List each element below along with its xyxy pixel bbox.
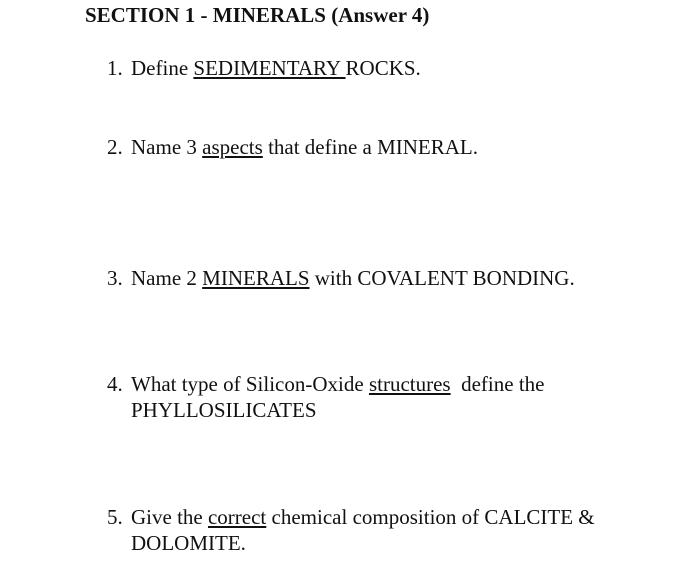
underlined-term: aspects [202, 135, 263, 159]
underlined-term: correct [207, 505, 267, 529]
question-number: 3. [107, 266, 123, 290]
question-text: chemical composition of CALCITE & [266, 505, 595, 529]
underlined-term: SEDIMENTARY [193, 56, 346, 80]
question-number: 4. [107, 372, 123, 396]
question-continuation: DOLOMITE. [131, 531, 246, 555]
question-text: Name 3 [131, 135, 203, 159]
question-text: ROCKS. [345, 56, 421, 80]
question-number: 5. [107, 505, 123, 529]
question-text: Name 2 [131, 266, 203, 290]
question-text: Give the [131, 505, 208, 529]
question-text: with COVALENT BONDING. [309, 266, 575, 290]
question-continuation: PHYLLOSILICATES [131, 398, 317, 422]
question-1 [107, 55, 421, 81]
question-3 [107, 265, 575, 291]
question-text: What type of Silicon-Oxide [131, 372, 369, 396]
question-text: Define [131, 56, 194, 80]
section-title: SECTION 1 - MINERALS (Answer 4) [85, 3, 430, 27]
question-number: 1. [107, 56, 123, 80]
question-text: that define a MINERAL. [262, 135, 479, 159]
question-number: 2. [107, 135, 123, 159]
question-2 [107, 134, 478, 160]
question-text: define the [450, 372, 545, 396]
underlined-term: MINERALS [202, 266, 310, 290]
question-4 [107, 371, 544, 423]
question-5 [107, 504, 595, 556]
underlined-term: structures [368, 372, 451, 396]
